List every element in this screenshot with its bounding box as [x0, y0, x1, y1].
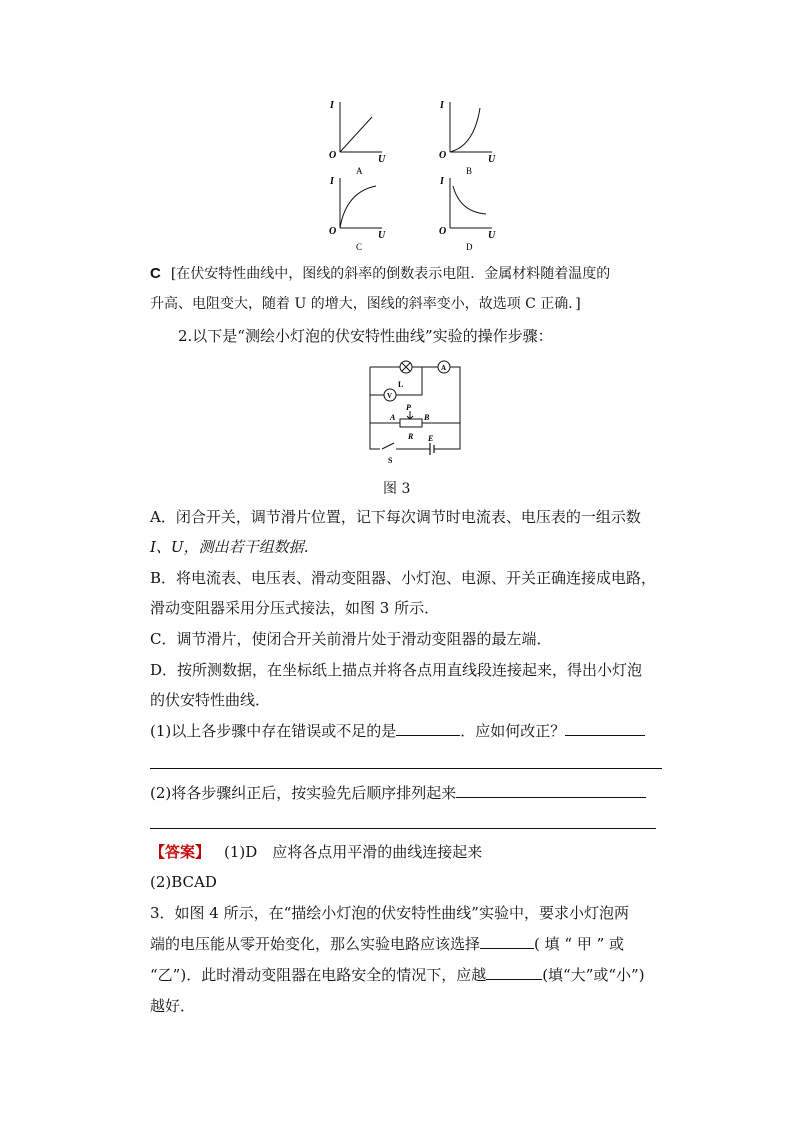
- graph-d-label: D: [466, 242, 473, 252]
- graph-a-y-axis: I: [330, 100, 334, 111]
- graph-c: [320, 168, 400, 258]
- q3-line3-text: “乙”)．此时滑动变阻器在电路安全的情况下，应越: [150, 966, 487, 984]
- step-b-line2: 滑动变阻器采用分压式接法，如图 3 所示．: [150, 599, 440, 617]
- sub2-answer-line[interactable]: [150, 828, 656, 829]
- sub2-blank[interactable]: [456, 783, 646, 798]
- q3-line4: 越好．: [150, 997, 196, 1015]
- q1-explanation-line1: [150, 263, 670, 284]
- graph-b-y-axis: I: [440, 100, 444, 111]
- graph-b-origin: O: [439, 150, 447, 161]
- q3-line3: [150, 965, 670, 985]
- sub2-text: (2)将各步骤纠正后，按实验先后顺序排列起来: [150, 784, 457, 802]
- q1-explanation-line2: 升高、电阻变大，随着 U 的增大，图线的斜率变小，故选项 C 正确．]: [150, 296, 581, 312]
- graph-d-origin: O: [439, 226, 447, 237]
- circuit-switch-label: S: [388, 456, 393, 465]
- sub1-text-a: (1)以上各步骤中存在错误或不足的是: [150, 722, 397, 740]
- step-d-line2: 的伏安特性曲线．: [150, 691, 271, 709]
- q1-explanation-text1: [在伏安特性曲线中，图线的斜率的倒数表示电阻．金属材料随着温度的: [170, 266, 611, 282]
- step-d-line1: D．按所测数据，在坐标纸上描点并将各点用直线段连接起来，得出小灯泡: [150, 661, 643, 679]
- graph-c-origin: O: [329, 226, 337, 237]
- q3-line3-tail: (填“大”或“小”): [542, 966, 645, 984]
- answer-1: (1)D 应将各点用平滑的曲线连接起来: [224, 843, 483, 861]
- answer-line-1: [150, 842, 670, 862]
- answer-tag: 【答案】: [150, 843, 211, 861]
- sub-question-1: [150, 721, 670, 741]
- sub1-blank-1[interactable]: [396, 721, 460, 736]
- circuit-slider-label: P: [406, 403, 411, 412]
- step-c: C．调节滑片，使闭合开关前滑片处于滑动变阻器的最左端．: [150, 630, 552, 648]
- circuit-end-b-label: B: [424, 413, 430, 422]
- circuit-lamp-label: L: [398, 380, 404, 389]
- graph-a-label: A: [356, 166, 363, 176]
- q3-line2-tail: ( 填 “ 甲 ” 或: [534, 935, 625, 953]
- graph-b-label: B: [466, 166, 473, 176]
- circuit-ammeter-label: A: [441, 364, 447, 372]
- answer-line-2: (2)BCAD: [150, 873, 217, 891]
- graph-d-y-axis: I: [440, 176, 444, 187]
- circuit-end-a-label: A: [390, 413, 396, 422]
- circuit-voltmeter-label: V: [387, 392, 393, 400]
- graph-b-x-axis: U: [488, 154, 496, 165]
- graph-a-origin: O: [329, 150, 337, 161]
- step-b-line1: B．将电流表、电压表、滑动变阻器、小灯泡、电源、开关正确连接成电路，: [150, 569, 657, 587]
- q3-blank-2[interactable]: [486, 965, 542, 980]
- sub1-answer-line[interactable]: [150, 768, 662, 769]
- sub1-blank-2[interactable]: [565, 721, 645, 736]
- q1-answer-letter: C: [150, 265, 161, 282]
- circuit-source-label: E: [428, 434, 434, 443]
- q2-stem: 2.以下是“测绘小灯泡的伏安特性曲线”实验的操作步骤：: [178, 327, 553, 345]
- step-a-line1: A．闭合开关，调节滑片位置，记下每次调节时电流表、电压表的一组示数: [150, 508, 641, 526]
- graph-a-x-axis: U: [378, 154, 386, 165]
- sub-question-2: [150, 783, 670, 803]
- graph-c-label: C: [356, 242, 363, 252]
- q3-line1: 3．如图 4 所示，在“描绘小灯泡的伏安特性曲线”实验中，要求小灯泡两: [150, 904, 629, 922]
- q3-line2: [150, 934, 670, 954]
- graph-c-y-axis: I: [330, 176, 334, 187]
- q3-blank-1[interactable]: [480, 934, 534, 949]
- step-a-line2: I、U，测出若干组数据．: [150, 538, 319, 556]
- circuit-diagram: [360, 353, 470, 465]
- figure-3-caption: 图 3: [383, 481, 411, 497]
- graph-d: [430, 168, 510, 258]
- graph-d-x-axis: U: [488, 230, 496, 241]
- circuit-rheostat-label: R: [408, 432, 414, 441]
- sub1-text-b: ．应如何改正？: [460, 722, 566, 740]
- graph-c-x-axis: U: [378, 230, 386, 241]
- q3-line2-text: 端的电压能从零开始变化，那么实验电路应该选择: [150, 935, 481, 953]
